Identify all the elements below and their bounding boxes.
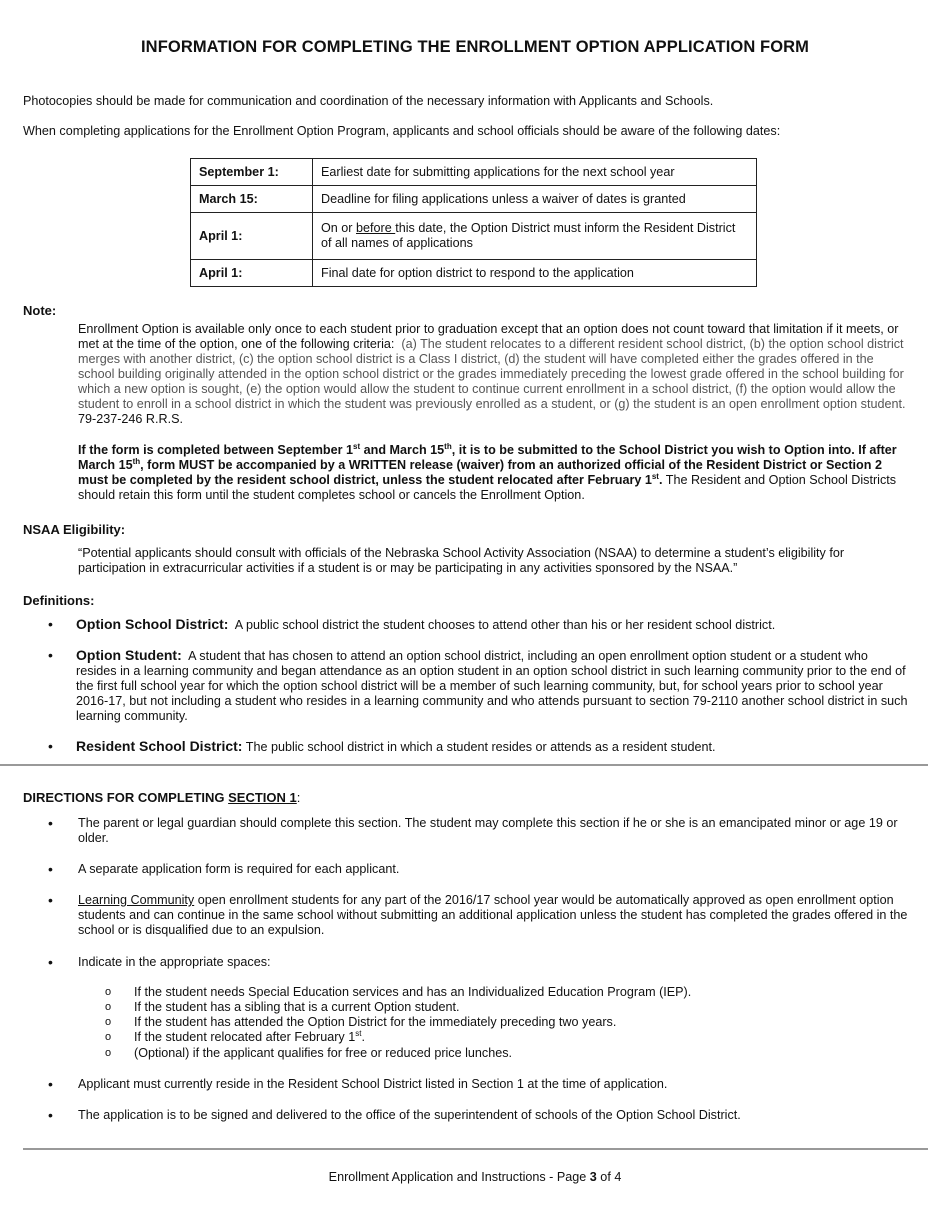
bullet-icon: •: [48, 815, 53, 831]
definition-label: Resident School District:: [76, 738, 243, 754]
learning-community-text: open enrollment students for any part of the 2016/17 school year would be automatically approved as open enrollment option students and can continue in the same school without submitting an additional application unless the student has completed the grades offered in the school or is disqualified due to an expulsion.: [78, 893, 908, 937]
definition-text: [76, 648, 908, 724]
footer-pre: Enrollment Application and Instructions - Page: [328, 1170, 590, 1184]
bullet-icon: •: [48, 892, 53, 908]
sub-item-relocated: If the student relocated after February 1: [134, 1030, 356, 1044]
direction-text: [78, 893, 910, 938]
date-key: April 1:: [191, 260, 313, 287]
footer-post: of 4: [596, 1170, 622, 1184]
bullet-icon: •: [48, 1076, 53, 1092]
footer-divider: [23, 1148, 928, 1150]
directions-heading: [23, 790, 300, 805]
definition-body: The public school district in which a student resides or attends as a resident student.: [245, 740, 716, 754]
note-sup-3: th: [132, 456, 141, 466]
definition-text: [76, 617, 908, 633]
bullet-icon: •: [48, 616, 53, 632]
sub-bullet-icon: o: [105, 1016, 112, 1028]
table-row: [191, 260, 757, 287]
bullet-icon: •: [48, 738, 53, 754]
directions-heading-pre: DIRECTIONS FOR COMPLETING: [23, 790, 229, 805]
date-value-underlined: before: [356, 221, 396, 235]
sub-item-text: If the student has attended the Option District for the immediately preceding two years.: [134, 1015, 617, 1029]
direction-text: A separate application form is required for each applicant.: [78, 862, 400, 876]
date-value: Earliest date for submitting applications for the next school year: [313, 159, 757, 186]
date-value: Deadline for filing applications unless a waiver of dates is granted: [313, 186, 757, 213]
note-paragraph-criteria: [78, 322, 913, 427]
direction-text: Indicate in the appropriate spaces:: [78, 955, 271, 969]
table-row: [191, 213, 757, 260]
direction-text: The application is to be signed and delivered to the office of the superintendent of schools of the Option School District.: [78, 1108, 741, 1122]
sub-bullet-icon: o: [105, 1031, 112, 1043]
sub-bullet-icon: o: [105, 1047, 112, 1059]
sub-item-sup: st: [355, 1028, 362, 1038]
note-tail: The Resident and Option School Districts should retain this form until the student completes school or cancels the Enrollment Option.: [78, 473, 897, 502]
table-row: [191, 159, 757, 186]
sub-bullet-icon: o: [105, 986, 112, 998]
note-bold-1: If the form is completed between September 1: [78, 443, 354, 457]
date-value-post: this date, the Option District must inform the Resident District of all names of applications: [321, 221, 736, 250]
date-value: [313, 213, 757, 260]
footer-page-number: 3: [589, 1170, 597, 1184]
direction-text: The parent or legal guardian should complete this section. The student may complete this section if he or she is an emancipated minor or age 19 or older.: [78, 816, 898, 845]
sub-item-end: .: [361, 1030, 365, 1044]
date-key: April 1:: [191, 213, 313, 260]
definition-body: A student that has chosen to attend an option school district, including an open enrollment option student or a student who resides in a learning community and began attendance as an option student in an option school district in such learning community prior to the end of the first full school year for which the option school district will be a member of such learning community, but, for school years prior to school year 2016-17, but not including a student who resides in a learning community and who attends pursuant to section 79-2110 another school district in such learning community.: [76, 649, 908, 723]
page-title: INFORMATION FOR COMPLETING THE ENROLLMENT OPTION APPLICATION FORM: [141, 38, 809, 56]
directions-heading-section: SECTION 1: [228, 790, 297, 805]
note-bold-4: , form MUST be accompanied by a WRITTEN release (waiver) from an authorized official of the Resident District or Section 2 must be completed by the resident school district, unless the student relocated after February 1: [78, 458, 882, 487]
date-key: September 1:: [191, 159, 313, 186]
date-value-pre: On or: [321, 221, 356, 235]
definition-body: A public school district the student chooses to attend other than his or her resident school district.: [234, 618, 776, 632]
directions-heading-post: :: [296, 790, 301, 805]
note-sup-1: st: [353, 441, 361, 451]
definition-label: Option Student:: [76, 647, 182, 663]
page-footer: [0, 1170, 950, 1185]
sub-bullet-icon: o: [105, 1001, 112, 1013]
table-row: [191, 186, 757, 213]
note-bold-3: , it is to be submitted to the School District you wish to Option into. If after March 15: [78, 443, 897, 472]
learning-community-term: Learning Community: [78, 893, 195, 907]
note-criteria-lead: Enrollment Option is available only once to each student prior to graduation except that an option does not count toward that limitation if it meets, or met at the time of the option, one of the following criteria:: [78, 322, 899, 351]
bullet-icon: •: [48, 1107, 53, 1123]
bullet-icon: •: [48, 954, 53, 970]
bullet-icon: •: [48, 647, 53, 663]
sub-item-text: [134, 1030, 365, 1045]
nsaa-text: “Potential applicants should consult with officials of the Nebraska School Activity Association (NSAA) to determine a student’s eligibility for participation in extracurricular activities if a student is or may be participating in any activities sponsored by the NSAA.”: [78, 546, 845, 575]
note-heading: Note:: [23, 303, 57, 318]
definition-label: Option School District:: [76, 616, 229, 632]
note-criteria-list: (a) The student relocates to a different resident school district, (b) the option school district merges with another district, (c) the option school district is a Class I district, (d) the student will have completed either the grades offered in the school building originally attended in the option school district or the grades immediately preceding the lowest grade offered in the school building for which a new option is sought, (e) the option would allow the student to continue current enrollment in a school district, (f) the option would allow the student to enroll in a school district in which the student was previously enrolled as a student, or (g) the student is an open enrollment option student.: [78, 337, 906, 411]
note-paragraph-submission: [78, 443, 913, 503]
definition-text: [76, 739, 908, 755]
intro-dates: When completing applications for the Enrollment Option Program, applicants and school officials should be aware of the following dates:: [23, 124, 781, 138]
note-bold-5: .: [658, 473, 663, 487]
note-sup-4: st: [651, 471, 659, 481]
sub-item-text: If the student has a sibling that is a current Option student.: [134, 1000, 460, 1014]
direction-text: Applicant must currently reside in the Resident School District listed in Section 1 at the time of application.: [78, 1077, 668, 1091]
sub-item-text: If the student needs Special Education services and has an Individualized Education Program (IEP).: [134, 985, 692, 999]
intro-photocopies: Photocopies should be made for communication and coordination of the necessary information with Applicants and Schools.: [23, 94, 714, 108]
sub-item-text: (Optional) if the applicant qualifies for free or reduced price lunches.: [134, 1046, 513, 1060]
date-value: Final date for option district to respond to the application: [313, 260, 757, 287]
bullet-icon: •: [48, 861, 53, 877]
dates-table: [190, 158, 757, 287]
definitions-heading: Definitions:: [23, 593, 95, 608]
section-divider: [0, 764, 928, 766]
note-sup-2: th: [444, 441, 452, 451]
note-bold-2: and March 15: [360, 443, 445, 457]
nsaa-heading: NSAA Eligibility:: [23, 522, 126, 537]
date-key: March 15:: [191, 186, 313, 213]
note-criteria-statute: 79-237-246 R.R.S.: [78, 412, 184, 426]
